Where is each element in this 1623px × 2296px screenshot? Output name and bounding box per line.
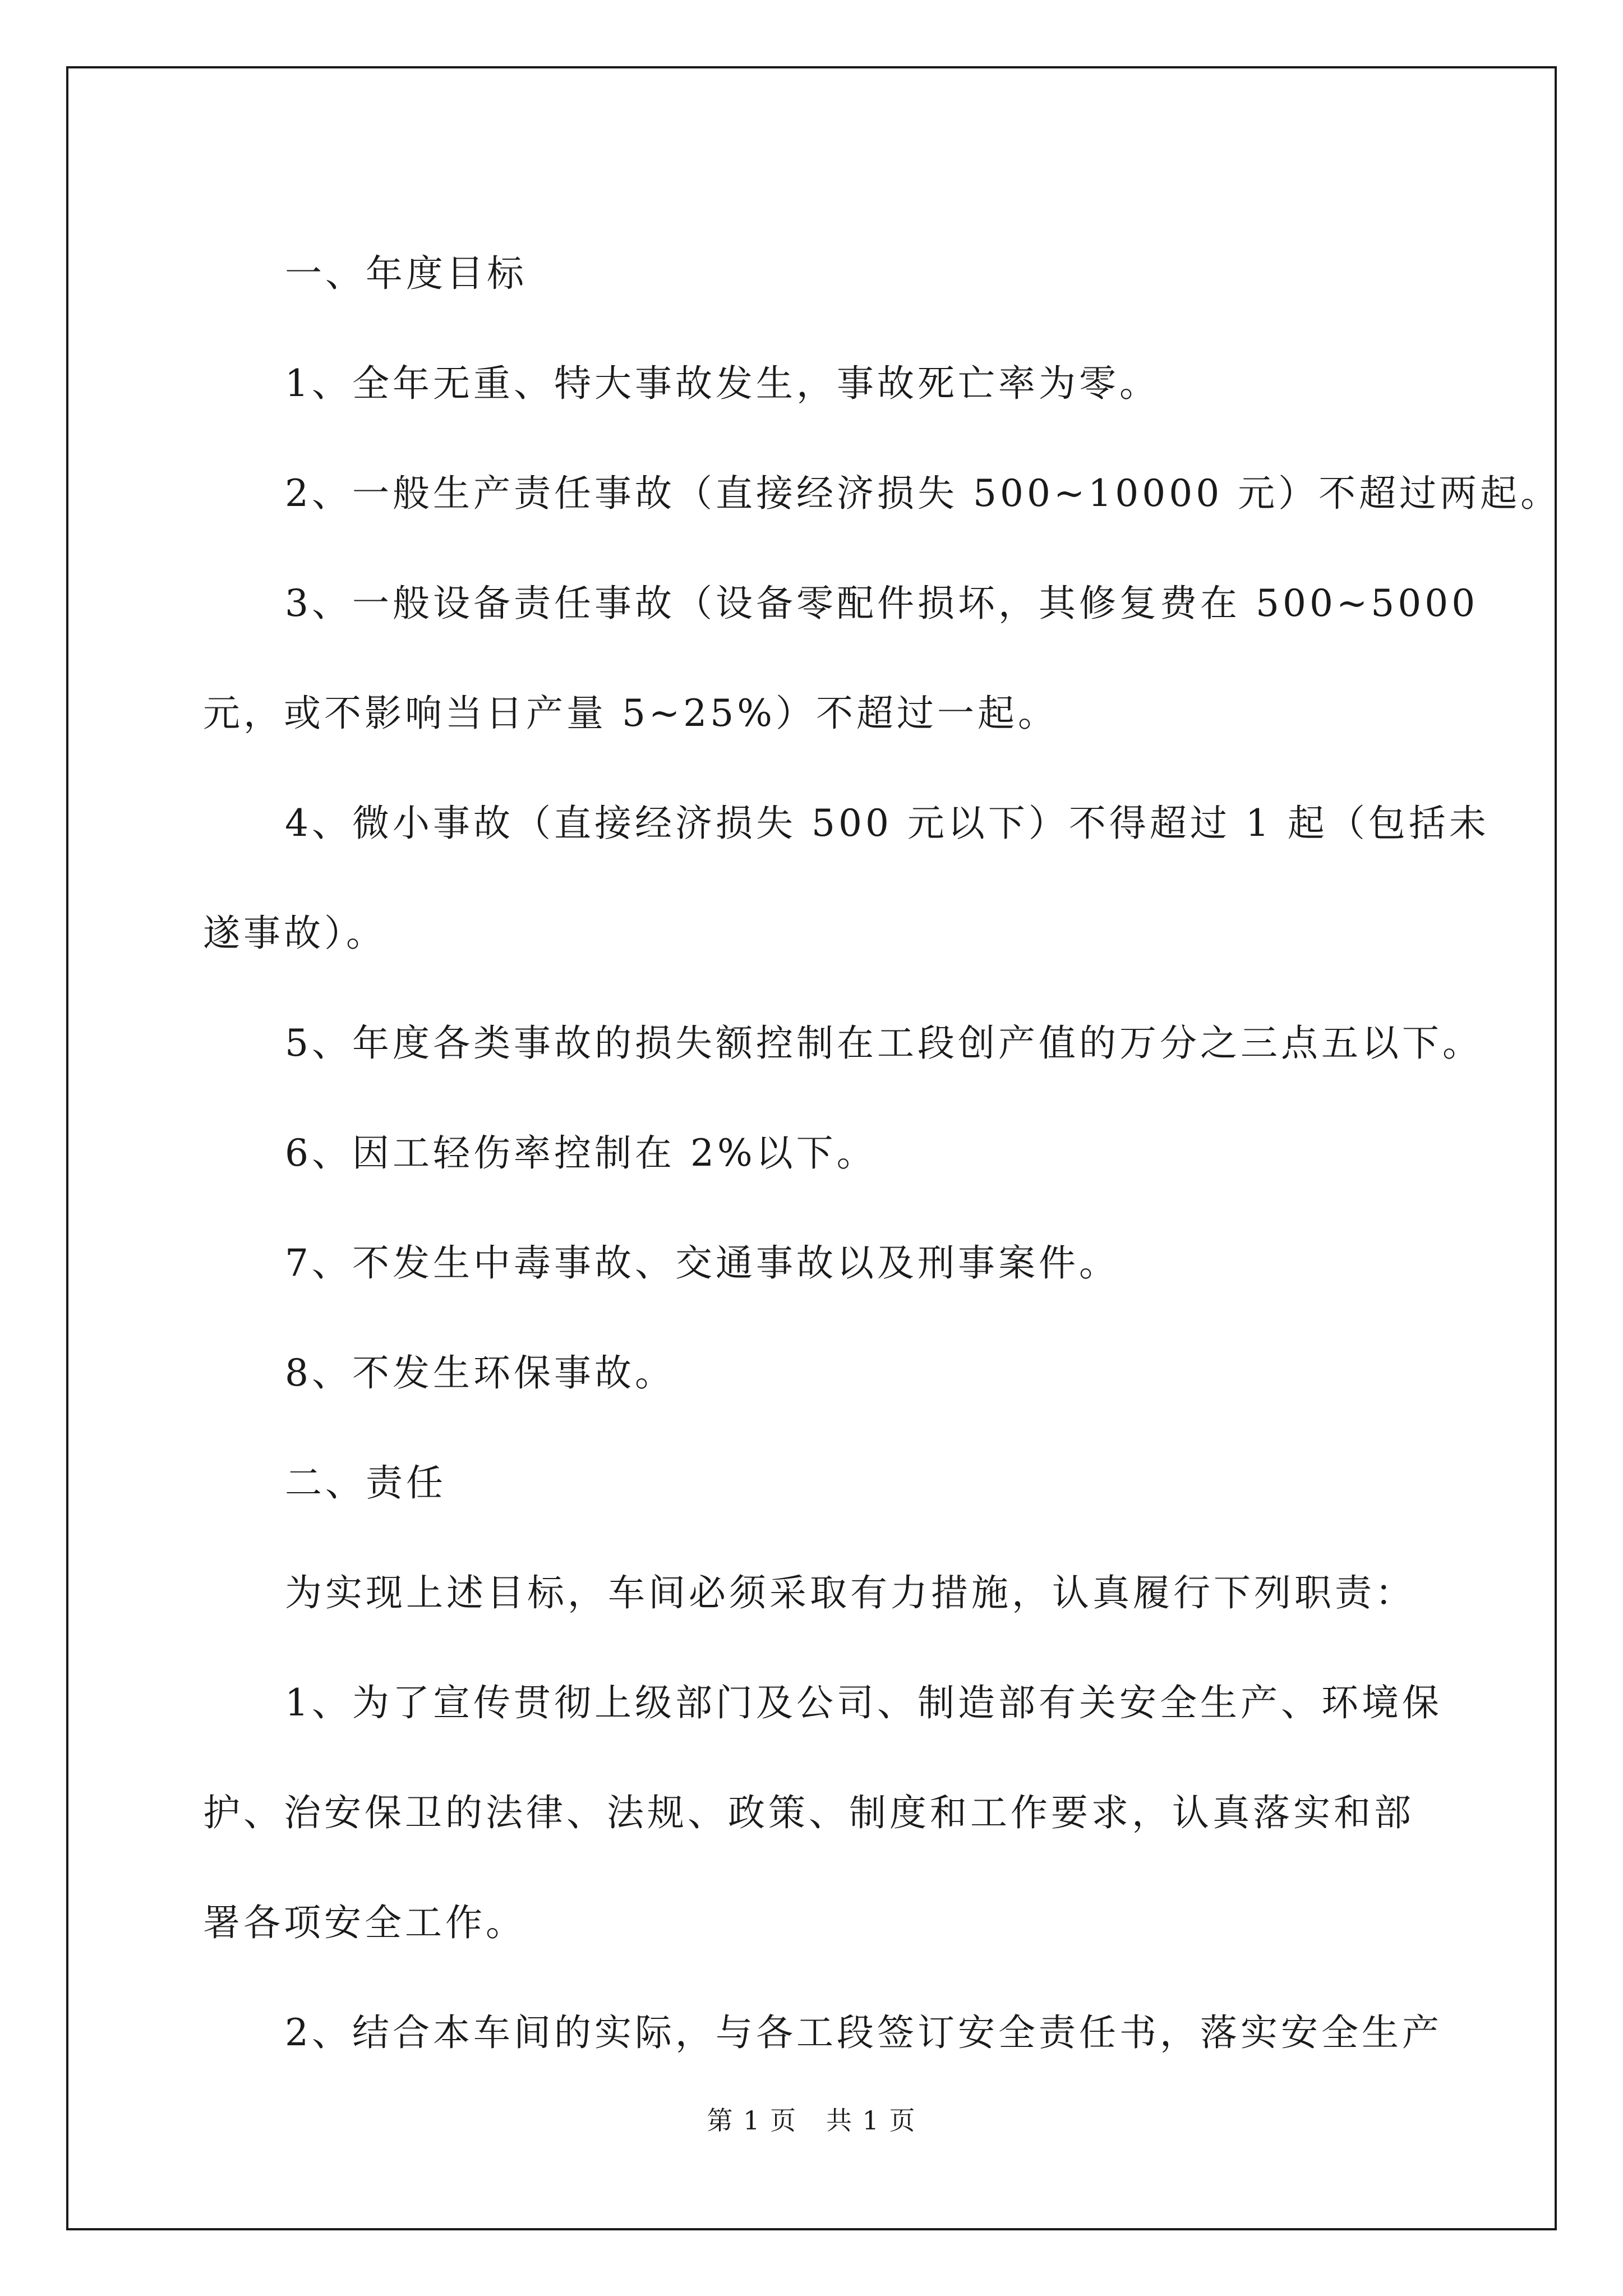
- paragraph-line: 7、不发生中毒事故、交通事故以及刑事案件。: [285, 1241, 1119, 1285]
- document-body: [203, 219, 1561, 2088]
- paragraph-line: 护、治安保卫的法律、法规、政策、制度和工作要求，认真落实和部: [203, 1791, 1414, 1834]
- paragraph-line: 8、不发生环保事故。: [285, 1351, 675, 1395]
- paragraph-line: 2、结合本车间的实际，与各工段签订安全责任书，落实安全生产: [285, 2011, 1442, 2054]
- paragraph-line: 5、年度各类事故的损失额控制在工段创产值的万分之三点五以下。: [285, 1022, 1483, 1065]
- paragraph-line: 为实现上述目标，车间必须采取有力措施，认真履行下列职责：: [285, 1571, 1415, 1614]
- paragraph-line: 3、一般设备责任事故（设备零配件损坏，其修复费在 500~5000: [285, 582, 1479, 625]
- paragraph-line: 1、为了宣传贯彻上级部门及公司、制造部有关安全生产、环境保: [285, 1681, 1442, 1724]
- paragraph-line: 4、微小事故（直接经济损失 500 元以下）不得超过 1 起（包括未: [285, 802, 1490, 845]
- paragraph-line: 署各项安全工作。: [203, 1901, 526, 1944]
- paragraph-line: 6、因工轻伤率控制在 2%以下。: [285, 1131, 877, 1175]
- page-footer: [0, 2100, 1623, 2137]
- page-total: 共 1 页: [826, 2105, 916, 2136]
- paragraph-line: 1、全年无重、特大事故发生，事故死亡率为零。: [285, 362, 1160, 405]
- section-heading-responsibility: 二、责任: [285, 1461, 446, 1504]
- paragraph-line: 元，或不影响当日产量 5~25%）不超过一起。: [203, 692, 1058, 735]
- paragraph-line: 2、一般生产责任事故（直接经济损失 500~10000 元）不超过两起。: [285, 472, 1561, 515]
- page-number: 第 1 页: [707, 2105, 797, 2136]
- section-heading-annual-goals: 一、年度目标: [285, 252, 527, 295]
- paragraph-line: 遂事故）。: [203, 912, 386, 955]
